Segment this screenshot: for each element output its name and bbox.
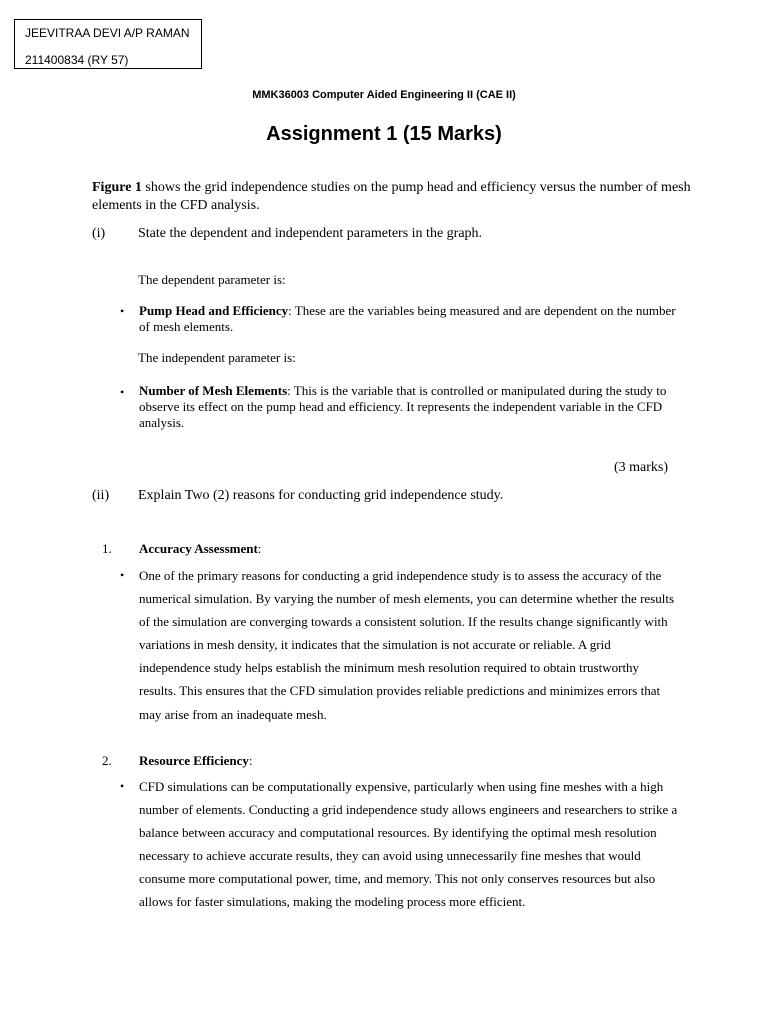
bullet-icon: • xyxy=(120,779,125,793)
intro-paragraph xyxy=(92,179,692,215)
q1-question: State the dependent and independent parameters in the graph. xyxy=(138,226,483,241)
reason-2-text: CFD simulations can be computationally expensive, particularly when using fine meshes with a high number of elements. Conducting a grid independence study allows engineers and researchers to strike a balance between accuracy and computational resources. By identifying the optimal mesh resolution necessary to achieve accurate results, they can avoid using unnecessarily fine meshes that would consume more computational power, time, and memory. This not only conserves resources but also allows for faster simulations, making the modeling process more efficient. xyxy=(139,779,678,910)
assignment-title: Assignment 1 (15 Marks) xyxy=(266,123,502,145)
independent-heading: The independent parameter is: xyxy=(138,350,296,365)
student-name: JEEVITRAA DEVI A/P RAMAN xyxy=(25,26,190,40)
reason-2-title: Resource Efficiency xyxy=(139,753,249,768)
bullet-icon: • xyxy=(120,304,125,318)
dependent-heading: The dependent parameter is: xyxy=(138,272,286,287)
student-id: 211400834 (RY 57) xyxy=(25,53,129,67)
q2-number: (ii) xyxy=(92,488,110,503)
student-info-box xyxy=(14,19,202,69)
dependent-item xyxy=(139,303,679,335)
reason-1-title: Accuracy Assessment xyxy=(139,541,258,556)
figure-ref: Figure 1 xyxy=(92,180,142,195)
dependent-term: Pump Head and Efficiency xyxy=(139,303,289,318)
course-title: MMK36003 Computer Aided Engineering II (CAE II) xyxy=(252,89,516,101)
independent-desc: : This is the variable that is controlled or manipulated during the study to observe its effect on the pump head and efficiency. It represents the independent variable in the CFD analysis. xyxy=(139,383,667,430)
dependent-desc: : These are the variables being measured and are dependent on the number of mesh elements. xyxy=(139,303,676,334)
bullet-icon: • xyxy=(120,568,125,582)
q1-number: (i) xyxy=(92,226,106,241)
independent-item xyxy=(139,383,679,431)
q1-marks: (3 marks) xyxy=(614,460,669,475)
bullet-icon: • xyxy=(120,385,125,399)
q2-question: Explain Two (2) reasons for conducting grid independence study. xyxy=(138,488,504,503)
reason-1-title-line: Accuracy Assessment: xyxy=(139,541,262,556)
reason-2-number: 2. xyxy=(102,753,112,768)
intro-text: shows the grid independence studies on the pump head and efficiency versus the number of mesh elements in the CFD analysis. xyxy=(92,180,691,213)
reason-1-number: 1. xyxy=(102,541,112,556)
independent-term: Number of Mesh Elements xyxy=(139,383,288,398)
reason-1-text: One of the primary reasons for conducting a grid independence study is to assess the accuracy of the numerical simulation. By varying the number of mesh elements, you can determine whether the results of the simulation are converging towards a consistent solution. If the results change significantly with variations in mesh density, it indicates that the simulation is not accurate or reliable. A grid independence study helps establish the minimum mesh resolution required to obtain trustworthy results. This ensures that the CFD simulation provides reliable predictions and minimizes errors that may arise from an inadequate mesh. xyxy=(139,568,675,722)
reason-2-title-line: Resource Efficiency: xyxy=(139,753,253,768)
